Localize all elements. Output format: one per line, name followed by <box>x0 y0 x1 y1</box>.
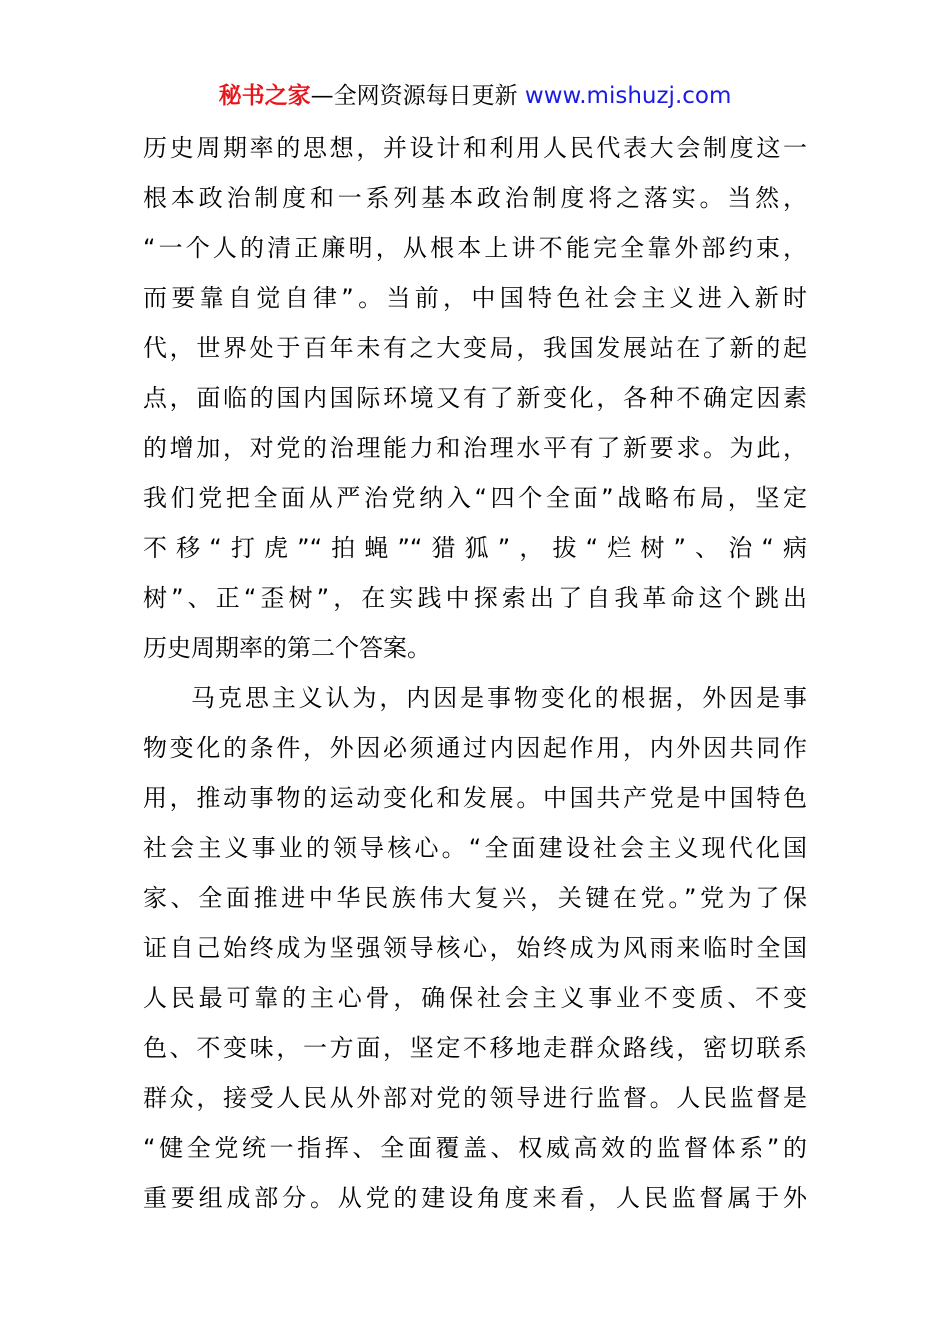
text-line: 我们党把全面从严治党纳入“四个全面”战略布局，坚定 <box>143 484 807 512</box>
text-line: 重要组成部分。从党的建设角度来看，人民监督属于外 <box>143 1184 807 1212</box>
text-line: 点，面临的国内国际环境又有了新变化，各种不确定因素 <box>143 384 807 412</box>
text-line: “健全党统一指挥、全面覆盖、权威高效的监督体系”的 <box>143 1134 807 1162</box>
text-line: 社会主义事业的领导核心。“全面建设社会主义现代化国 <box>143 834 807 862</box>
text-line: 历史周期率的思想，并设计和利用人民代表大会制度这一 <box>143 134 807 162</box>
document-body <box>143 123 807 1223</box>
text-line-indented: 马克思主义认为，内因是事物变化的根据，外因是事 <box>191 684 807 712</box>
text-line: 色、不变味，一方面，坚定不移地走群众路线，密切联系 <box>143 1034 807 1062</box>
text-line: 而要靠自觉自律”。当前，中国特色社会主义进入新时 <box>143 284 807 312</box>
site-tagline: —全网资源每日更新 <box>310 83 525 109</box>
text-line: 的增加，对党的治理能力和治理水平有了新要求。为此， <box>143 434 807 462</box>
site-brand: 秘书之家 <box>218 83 311 109</box>
site-url-link[interactable]: www.mishuzj.com <box>524 83 732 109</box>
text-line: 根本政治制度和一系列基本政治制度将之落实。当然， <box>143 184 807 212</box>
text-line: 代，世界处于百年未有之大变局，我国发展站在了新的起 <box>143 334 807 362</box>
text-line: 树”、正“歪树”，在实践中探索出了自我革命这个跳出 <box>143 584 807 612</box>
text-line: 用，推动事物的运动变化和发展。中国共产党是中国特色 <box>143 784 807 812</box>
text-line: 证自己始终成为坚强领导核心，始终成为风雨来临时全国 <box>143 934 807 962</box>
paragraph <box>143 123 807 673</box>
paragraph <box>143 673 807 1223</box>
text-line: 不移“打虎”“拍蝇”“猎狐”，拔“烂树”、治“病 <box>143 534 807 562</box>
text-line: 家、全面推进中华民族伟大复兴，关键在党。”党为了保 <box>143 884 807 912</box>
text-line: “一个人的清正廉明，从根本上讲不能完全靠外部约束， <box>143 234 807 262</box>
text-line: 历史周期率的第二个答案。 <box>143 634 431 662</box>
text-line: 物变化的条件，外因必须通过内因起作用，内外因共同作 <box>143 734 807 762</box>
site-header <box>0 80 950 112</box>
text-line: 人民最可靠的主心骨，确保社会主义事业不变质、不变 <box>143 984 807 1012</box>
text-line: 群众，接受人民从外部对党的领导进行监督。人民监督是 <box>143 1084 807 1112</box>
